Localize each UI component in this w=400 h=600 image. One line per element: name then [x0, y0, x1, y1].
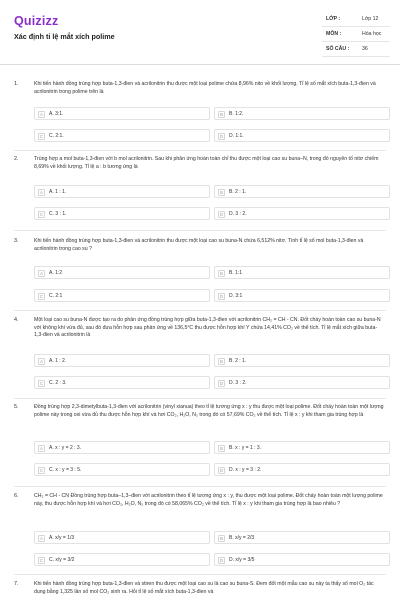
option-letter: D — [219, 557, 224, 563]
option-text: A. 1 : 2. — [49, 358, 67, 365]
option-a[interactable] — [34, 531, 210, 544]
option-text: A. 1:2 — [49, 270, 63, 277]
meta-value: Lớp 12 — [362, 16, 379, 22]
option-c[interactable] — [34, 553, 210, 566]
question-number: 1. — [14, 81, 19, 87]
option-c[interactable] — [34, 207, 210, 220]
option-letter: A — [38, 535, 45, 542]
question-text: Khi tiến hành đồng trùng hợp buta-1,3-đien và acrilonitrin thu được một loại polime chứa 8,96% nito về khối lượng. Tỉ lệ số mắt xích buta-1,3-đien và acrilonitrin trong polime trên là — [34, 81, 376, 95]
option-letter: A — [38, 445, 45, 452]
option-letter: A — [38, 270, 45, 277]
option-text: B. x : y = 1 : 3. — [229, 445, 262, 452]
option-text: C. 2:1 — [49, 293, 63, 300]
option-d[interactable] — [214, 463, 390, 476]
option-letter: C — [39, 557, 44, 563]
question-text: Một loại cao su buna-N được tạo ra do phản ứng đồng trùng hợp giữa buta-1,3-đien với acrilonitrin CH₂ = CH - CN. Đốt cháy hoàn toàn cao su buna-N với không khí vừa đủ, sau đó đưa hỗn hợp sau phản ứng về 136,5°C thu được hỗn hợp khí Y chứa 14,41% CO₂ về thể tích. Tỉ lệ mắt xích giữa buta-1,3-đien và acrilonitrin là — [34, 317, 381, 339]
question-divider — [14, 574, 386, 575]
option-text: C. 2:1. — [49, 133, 64, 140]
option-b[interactable] — [214, 185, 390, 198]
option-text: C. x/y = 3/2 — [49, 557, 75, 564]
question-number: 2. — [14, 156, 19, 162]
question-divider — [14, 150, 386, 151]
option-d[interactable] — [214, 207, 390, 220]
option-text: C. 3 : 1. — [49, 211, 67, 218]
option-text: B. 1:1 — [229, 270, 243, 277]
question-number: 5. — [14, 404, 19, 410]
option-text: D. 1:1. — [229, 133, 244, 140]
option-letter: A — [38, 111, 45, 118]
option-letter: C — [39, 467, 44, 473]
option-d[interactable] — [214, 376, 390, 389]
option-letter: A — [38, 189, 45, 196]
option-letter: D — [219, 133, 224, 139]
question-text: Đồng trùng hợp 2,3-dimetylbuta-1,3-đien với acrilonitrin (vinyl xianua) theo tỉ lệ tương ứng x : y thu được một loại polime. Đốt cháy hoàn toàn một lượng polime này trong oxi vừa đủ thu được hỗn hợp khí và hơi CO₂, H₂O, N₂ trong đó có 57,69% CO₂ về thể tích. Tỉ lệ x : y khi tham gia trùng hợp là — [34, 404, 384, 418]
option-b[interactable] — [214, 354, 390, 367]
option-text: A. x/y = 1/3 — [49, 535, 75, 542]
option-d[interactable] — [214, 129, 390, 142]
option-text: D. 3 : 2. — [229, 211, 247, 218]
option-letter: B — [218, 535, 225, 542]
option-text: A. 1 : 1. — [49, 189, 67, 196]
question-divider — [14, 230, 386, 231]
meta-value: 36 — [362, 46, 368, 52]
meta-table — [322, 12, 390, 57]
option-text: D. x/y = 3/5 — [229, 557, 255, 564]
option-c[interactable] — [34, 463, 210, 476]
option-text: A. 3:1. — [49, 111, 64, 118]
option-b[interactable] — [214, 441, 390, 454]
option-text: D. 3:1 — [229, 293, 243, 300]
option-a[interactable] — [34, 441, 210, 454]
option-letter: D — [219, 380, 224, 386]
question-text: Trùng hợp a mol buta-1,3-đien với b mol acrilonitrin. Sau khi phản ứng hoàn toàn chỉ thu được một loại cao su buna–N, trong đó nguyên tố nitơ chiếm 8,69% về khối lượng. Tỉ lệ a : b tương ứng là — [34, 156, 379, 170]
option-c[interactable] — [34, 289, 210, 302]
option-b[interactable] — [214, 531, 390, 544]
page-title: Xác định tỉ lệ mắt xích polime — [14, 32, 115, 41]
question-divider — [14, 398, 386, 399]
option-letter: B — [218, 111, 225, 118]
option-a[interactable] — [34, 185, 210, 198]
meta-value: Hóa học — [362, 31, 382, 37]
option-a[interactable] — [34, 354, 210, 367]
question-divider — [14, 486, 386, 487]
question-text: Khi tiến hành đồng trùng hợp buta-1,3-đien và acrilonitrin thu được một loại cao su buna-N chứa 6,512% nitơ. Tính tỉ lệ số mol buta-1,3-đien và acrilonitrin trong cao su ? — [34, 238, 364, 252]
worksheet-header — [0, 0, 400, 64]
question-text: Khi tiến hành đồng trùng hợp buta-1,3-đien và stiren thu được một loại cao su là cao su buna-S. Đem đốt một mẫu cao su này ta thấy số mol O₂ tác dụng bằng 1,325 lần số mol CO₂ sinh ra. Hỏi tỉ lệ số mắt xích buta-1,3-đien và — [34, 581, 374, 595]
option-c[interactable] — [34, 129, 210, 142]
option-letter: B — [218, 189, 225, 196]
meta-label: SỐ CÂU : — [326, 46, 350, 52]
option-a[interactable] — [34, 266, 210, 279]
question-number: 3. — [14, 238, 19, 244]
option-b[interactable] — [214, 107, 390, 120]
option-letter: D — [219, 293, 224, 299]
question-divider — [14, 310, 386, 311]
question-text: CH₂ = CH - CN Đồng trùng hợp buta–1,3–đien với acrilonitrin theo tỉ lệ tương ứng x : y, thu được một loại polime. Đốt cháy hoàn toàn một lượng polime này, thu được hỗn hợp khí và hơi CO₂, H₂O, N₂ trong đó có 58,065% CO₂ về thể tích. Tỉ lệ x : y khi tham gia trùng hợp là bao nhiêu ? — [34, 493, 383, 507]
option-text: D. 3 : 2. — [229, 380, 247, 387]
question-number: 4. — [14, 317, 19, 323]
option-text: B. x/y = 2/3 — [229, 535, 255, 542]
option-text: A. x : y = 2 : 3. — [49, 445, 82, 452]
question-number: 6. — [14, 493, 19, 499]
option-text: D. x : y = 3 : 2. — [229, 467, 262, 474]
option-letter: D — [219, 467, 224, 473]
option-d[interactable] — [214, 289, 390, 302]
option-text: B. 1:2. — [229, 111, 244, 118]
option-letter: B — [218, 445, 225, 452]
option-d[interactable] — [214, 553, 390, 566]
meta-label: LỚP : — [326, 16, 341, 22]
option-letter: C — [39, 293, 44, 299]
option-text: B. 2 : 1. — [229, 189, 247, 196]
option-c[interactable] — [34, 376, 210, 389]
option-letter: D — [219, 211, 224, 217]
option-text: C. x : y = 3 : 5. — [49, 467, 82, 474]
meta-row-subject — [322, 27, 390, 42]
option-letter: A — [38, 358, 45, 365]
option-text: B. 2 : 1. — [229, 358, 247, 365]
meta-row-class — [322, 12, 390, 27]
option-b[interactable] — [214, 266, 390, 279]
meta-row-count — [322, 42, 390, 57]
quizizz-logo: Quizizz — [14, 14, 59, 28]
question-number: 7. — [14, 581, 19, 587]
option-a[interactable] — [34, 107, 210, 120]
option-letter: C — [39, 133, 44, 139]
option-letter: B — [218, 358, 225, 365]
option-text: C. 2 : 3. — [49, 380, 67, 387]
header-divider — [0, 64, 400, 65]
option-letter: B — [218, 270, 225, 277]
option-letter: C — [39, 211, 44, 217]
meta-label: MÔN : — [326, 31, 342, 37]
option-letter: C — [39, 380, 44, 386]
